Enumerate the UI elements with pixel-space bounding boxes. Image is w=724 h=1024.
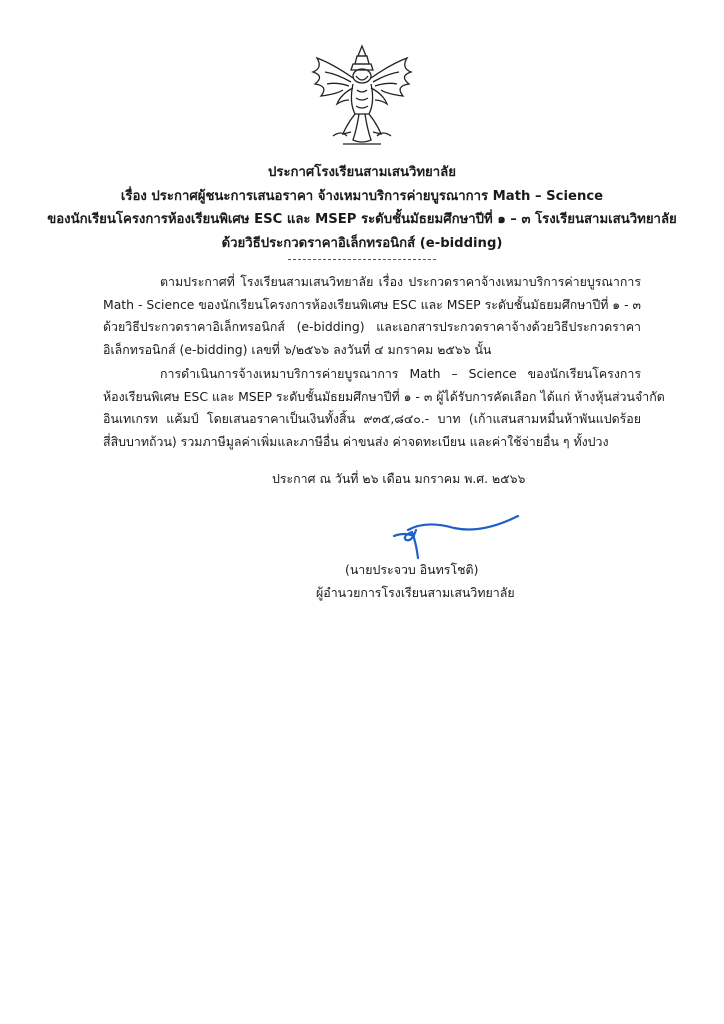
paragraph-1-line: อิเล็กทรอนิกส์ (e-bidding) เลขที่ ๖/๒๕๖๖ ลงวันที่ ๔ มกราคม ๒๕๖๖ นั้น bbox=[103, 341, 492, 357]
paragraph-1-line: ตามประกาศที่ โรงเรียนสามเสนวิทยาลัย เรื่อง ประกวดราคาจ้างเหมาบริการค่ายบูรณาการ bbox=[160, 274, 641, 289]
subject-line: เรื่อง ประกาศผู้ชนะการเสนอราคา จ้างเหมาบริการค่ายบูรณาการ Math – Science bbox=[120, 188, 604, 204]
paragraph-2-line: ห้องเรียนพิเศษ ESC และ MSEP ระดับชั้นมัธยมศึกษาปีที่ ๑ - ๓ ผู้ได้รับการคัดเลือก ได้แก่ ห้างหุ้นส่วนจำกัด bbox=[103, 388, 665, 404]
signer-position: ผู้อำนวยการโรงเรียนสามเสนวิทยาลัย bbox=[316, 585, 515, 600]
garuda-emblem-icon bbox=[303, 44, 421, 148]
paragraph-2-line: อินเทเกรท แค้มป์ โดยเสนอราคาเป็นเงินทั้งสิ้น ๙๓๕,๘๔๐.- บาท (เก้าแสนสามหมื่นห้าพันแปดร้อย bbox=[103, 411, 641, 426]
paragraph-2-line: การดำเนินการจ้างเหมาบริการค่ายบูรณาการ Math – Science ของนักเรียนโครงการ bbox=[160, 366, 641, 381]
divider bbox=[288, 259, 436, 260]
announcement-date: ประกาศ ณ วันที่ ๒๖ เดือน มกราคม พ.ศ. ๒๕๖๖ bbox=[272, 471, 526, 486]
paragraph-1 bbox=[103, 271, 641, 361]
announcement-title bbox=[0, 161, 724, 255]
signature-icon bbox=[386, 512, 526, 562]
paragraph-2 bbox=[103, 363, 665, 453]
paragraph-1-line: ด้วยวิธีประกวดราคาอิเล็กทรอนิกส์ (e-bidding) และเอกสารประกวดราคาจ้างด้วยวิธีประกวดราคา bbox=[103, 319, 641, 334]
subject-line-3: ด้วยวิธีประกวดราคาอิเล็กทรอนิกส์ (e-bidding) bbox=[221, 235, 503, 251]
paragraph-1-line: Math - Science ของนักเรียนโครงการห้องเรียนพิเศษ ESC และ MSEP ระดับชั้นมัธยมศึกษาปีที่ ๑ - ๓ bbox=[103, 296, 641, 312]
subject-line-2: ของนักเรียนโครงการห้องเรียนพิเศษ ESC และ MSEP ระดับชั้นมัธยมศึกษาปีที่ ๑ – ๓ โรงเรียนสามเสนวิทยาลัย bbox=[47, 212, 677, 227]
paragraph-2-line: สี่สิบบาทถ้วน) รวมภาษีมูลค่าเพิ่มและภาษีอื่น ค่าขนส่ง ค่าจดทะเบียน และค่าใช้จ่ายอื่น ๆ ทั้งปวง bbox=[103, 433, 609, 449]
signer-name: (นายประจวบ อินทรโชติ) bbox=[345, 562, 479, 577]
announcer-line: ประกาศโรงเรียนสามเสนวิทยาลัย bbox=[268, 165, 456, 180]
